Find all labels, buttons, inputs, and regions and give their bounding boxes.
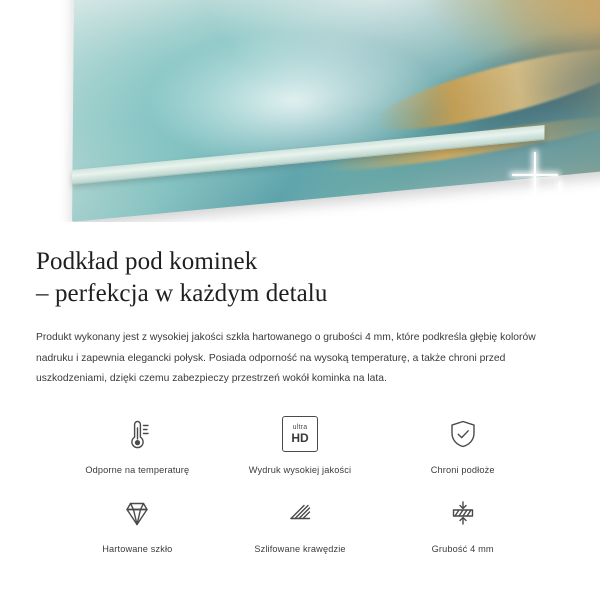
sparkle-icon	[545, 182, 575, 212]
hero-image	[0, 0, 600, 222]
glass-panel-visual	[72, 0, 600, 222]
feature-label: Odporne na temperaturę	[85, 464, 190, 475]
feature-item	[219, 412, 382, 475]
diamond-icon	[117, 491, 157, 535]
content-block	[0, 222, 600, 554]
feature-label: Szlifowane krawędzie	[254, 543, 346, 554]
ultra-hd-icon	[282, 412, 318, 456]
ultra-hd-bottom-label: HD	[291, 430, 309, 445]
feature-label: Chroni podłoże	[430, 464, 495, 475]
page-title	[36, 246, 564, 310]
thermometer-icon	[117, 412, 157, 456]
thickness-arrows-icon	[443, 491, 483, 535]
polished-edges-icon	[280, 491, 320, 535]
feature-item	[56, 491, 219, 554]
product-description: Produkt wykonany jest z wysokiej jakości szkła hartowanego o grubości 4 mm, które podkreśla głębię kolorów nadruku i zapewnia elegancki połysk. Posiada odporność na wysoką temperaturę, a także chroni przed uszkodzeniami, dzięki czemu zabezpieczy przestrzeń wokół kominka na lata.	[36, 332, 536, 385]
shield-check-icon	[443, 412, 483, 456]
feature-label: Hartowane szkło	[102, 543, 173, 554]
feature-grid	[36, 412, 564, 554]
headline-line-2: – perfekcja w każdym detalu	[36, 280, 328, 307]
feature-label: Wydruk wysokiej jakości	[248, 464, 352, 475]
feature-item	[56, 412, 219, 475]
feature-item	[381, 412, 544, 475]
headline-line-1: Podkład pod kominek	[36, 248, 258, 275]
ultra-hd-top-label: ultra	[292, 423, 308, 431]
feature-label: Grubość 4 mm	[431, 543, 494, 554]
feature-item	[381, 491, 544, 554]
feature-item	[219, 491, 382, 554]
